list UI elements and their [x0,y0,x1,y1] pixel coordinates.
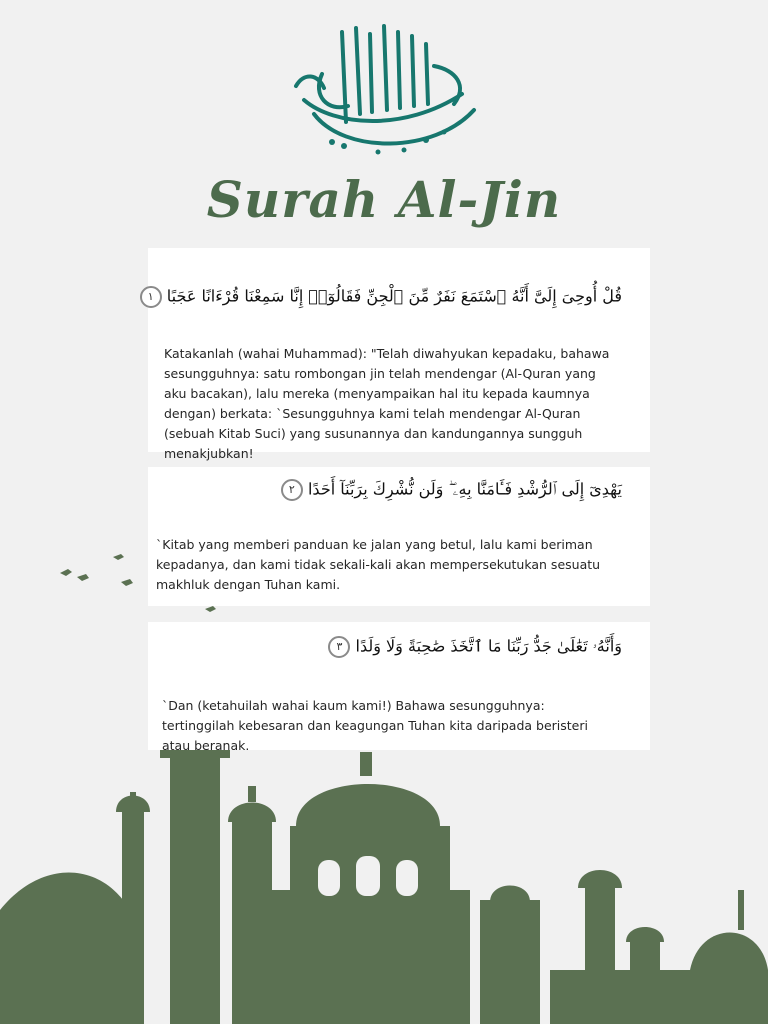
verse-3-arabic-text: وَأَنَّهُۥ تَعَٰلَىٰ جَدُّ رَبِّنَا مَا ٱتَّخَذَ صَٰحِبَةً وَلَا وَلَدًا [355,636,622,656]
mosque-skyline [0,740,768,1024]
verse-1-translation: Katakanlah (wahai Muhammad): "Telah diwahyukan kepadaku, bahawa sesungguhnya: satu rombongan jin telah mendengar (Al-Quran yang aku bacakan), lalu mereka (menyampaikan hal itu kepada kaumnya dengan) berkata: `Sesungguhnya kami telah mendengar Al-Quran (sebuah Kitab Suci) yang susunannya dan kandungannya sungguh menakjubkan! [164,346,610,461]
verse-2-arabic [275,479,622,501]
verse-3-number-badge: ٣ [328,636,350,658]
verse-1-number-badge: ١ [140,286,162,308]
verse-3-arabic [322,636,622,658]
verse-3-translation: `Dan (ketahuilah wahai kaum kami!) Bahawa sesungguhnya: tertinggilah kebesaran dan keagungan Tuhan kita daripada beristeri atau beranak. [162,698,588,753]
verse-1-arabic-text: قُلْ أُوحِىَ إِلَىَّ أَنَّهُ ٱسْتَمَعَ نَفَرٌ مِّنَ ٱلْجِنِّ فَقَالُوٓا۟ إِنَّا سَمِعْنَا قُرْءَانًا عَجَبًا [166,286,622,306]
verse-1-arabic [134,286,622,308]
bismillah-calligraphy [284,14,484,164]
verse-card-3 [148,622,650,753]
verse-card-2 [148,467,650,606]
verse-2-arabic-text: يَهْدِىٓ إِلَى ٱلرُّشْدِ فَـَٔامَنَّا بِهِۦ ۖ وَلَن نُّشْرِكَ بِرَبِّنَآ أَحَدًا [307,479,622,499]
verse-2-translation: `Kitab yang memberi panduan ke jalan yang betul, lalu kami beriman kepadanya, dan kami tidak sekali-kali akan mempersekutukan sesuatu makhluk dengan Tuhan kami. [156,537,601,592]
verse-2-number-badge: ٢ [281,479,303,501]
verse-card-1 [147,248,650,461]
surah-title: Surah Al-Jin [206,170,562,229]
